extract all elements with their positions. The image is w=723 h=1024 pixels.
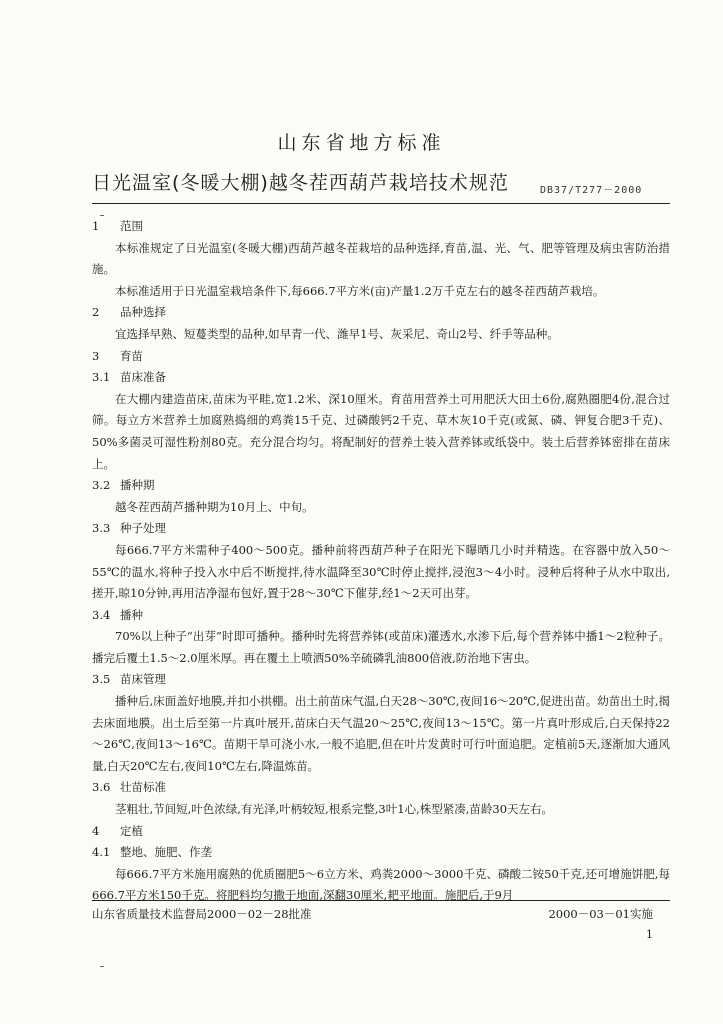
section-title: 整地、施肥、作垄 bbox=[120, 845, 212, 860]
section-title: 定植 bbox=[120, 823, 143, 838]
section-title: 范围 bbox=[120, 219, 143, 233]
section-number: 3 bbox=[92, 348, 100, 363]
section-title: 种子处理 bbox=[120, 521, 166, 536]
footer-rule bbox=[92, 900, 670, 901]
body-paragraph: 本标准规定了日光温室(冬暖大棚)西葫芦越冬茬栽培的品种选择,育苗,温、光、气、肥等管理及病虫害防治措施。 bbox=[92, 240, 670, 277]
standard-org-heading: 山东省地方标准 bbox=[277, 132, 446, 154]
body-paragraph: 在大棚内建造苗床,苗床为平畦,宽1.2米、深10厘米。育苗用营养土可用肥沃大田土6份,腐熟圈肥4份,混合过筛。每立方米营养土加腐熟捣细的鸡粪15千克、过磷酸钙2千克、草木灰10千克(或氮、磷、钾复合肥3千克)、50%多菌灵可湿性粉剂80克。充分混合均匀。将配制好的营养土装入营养钵或纸袋中。装土后营养钵密排在苗床上。 bbox=[92, 391, 670, 471]
header-rule bbox=[92, 203, 670, 204]
section-heading bbox=[92, 777, 670, 799]
section-title: 播种 bbox=[120, 607, 143, 622]
section-heading bbox=[92, 821, 670, 843]
document-title: 日光温室(冬暖大棚)越冬茬西葫芦栽培技术规范 bbox=[92, 172, 509, 194]
scan-mark bbox=[100, 215, 104, 216]
standard-code: DB37/T277－2000 bbox=[540, 185, 643, 196]
section-number: 1 bbox=[92, 219, 100, 233]
section-number: 3.2 bbox=[92, 478, 111, 493]
document-body bbox=[92, 216, 670, 907]
approval-line: 山东省质量技术监督局2000－02－28批准 bbox=[92, 907, 312, 921]
section-heading bbox=[92, 302, 670, 324]
body-paragraph: 本标准适用于日光温室栽培条件下,每666.7平方米(亩)产量1.2万千克左右的越冬茬西葫芦栽培。 bbox=[115, 283, 605, 298]
section-heading bbox=[92, 605, 670, 627]
section-number: 3.4 bbox=[92, 607, 111, 622]
section-heading bbox=[92, 669, 670, 691]
section-number: 4.1 bbox=[92, 845, 111, 860]
section-heading bbox=[92, 518, 670, 540]
section-number: 3.5 bbox=[92, 672, 111, 687]
section-heading bbox=[92, 346, 670, 368]
body-paragraph: 越冬茬西葫芦播种期为10月上、中旬。 bbox=[115, 499, 314, 514]
implementation-date: 2000－03－01实施 bbox=[548, 907, 653, 921]
section-title: 苗床管理 bbox=[120, 672, 166, 687]
section-heading bbox=[92, 367, 670, 389]
section-number: 2 bbox=[92, 305, 100, 320]
section-number: 3.6 bbox=[92, 780, 111, 795]
body-paragraph: 茎粗壮,节间短,叶色浓绿,有光泽,叶柄较短,根系完整,3叶1心,株型紧凑,苗龄30天左右。 bbox=[115, 802, 554, 817]
body-paragraph: 每666.7平方米需种子400～500克。播种前将西葫芦种子在阳光下曝晒几小时并精选。在容器中放入50～55℃的温水,将种子投入水中后不断搅拌,待水温降至30℃时停止搅拌,浸泡3～4小时。浸种后将种子从水中取出,搓开,晾10分钟,再用洁净湿布包好,置于28～30℃下催芽,经1～2天可出芽。 bbox=[92, 542, 670, 601]
section-title: 播种期 bbox=[120, 478, 155, 493]
scan-mark bbox=[100, 966, 104, 967]
body-paragraph: 宜选择早熟、短蔓类型的品种,如早青一代、潍早1号、灰采尼、奇山2号、纤手等品种。 bbox=[115, 326, 559, 341]
section-number: 3.1 bbox=[92, 370, 111, 385]
section-title: 苗床准备 bbox=[120, 370, 166, 385]
body-paragraph: 70%以上种子“出芽”时即可播种。播种时先将营养钵(或苗床)灌透水,水渗下后,每个营养钵中播1～2粒种子。播完后覆土1.5～2.0厘米厚。再在覆土上喷洒50%辛硫磷乳油800倍液,防治地下害虫。 bbox=[92, 629, 670, 665]
body-paragraph: 每666.7平方米施用腐熟的优质圈肥5～6立方米、鸡粪2000～3000千克、磷酸二铵50千克,还可增施饼肥,每666.7平方米150千克。将肥料均匀撒于地面,深翻30厘米,耙平地面。施肥后,于9月 bbox=[92, 866, 670, 903]
body-paragraph: 播种后,床面盖好地膜,并扣小拱棚。出土前苗床气温,白天28～30℃,夜间16～20℃,促进出苗。幼苗出土时,揭去床面地膜。出土后至第一片真叶展开,苗床白天气温20～25℃,夜间13～15℃。第一片真叶形成后,白天保持22～26℃,夜间13～16℃。苗期干旱可浇小水,一般不追肥,但在叶片发黄时可行叶面追肥。定植前5天,逐渐加大通风量,白天20℃左右,夜间10℃左右,降温炼苗。 bbox=[92, 694, 670, 773]
section-number: 4 bbox=[92, 823, 100, 838]
section-heading bbox=[92, 475, 670, 497]
section-title: 育苗 bbox=[120, 348, 143, 363]
section-heading bbox=[92, 216, 670, 238]
section-number: 3.3 bbox=[92, 521, 111, 536]
section-title: 品种选择 bbox=[120, 305, 166, 320]
section-heading bbox=[92, 842, 670, 864]
page-number: 1 bbox=[646, 928, 653, 941]
section-title: 壮苗标准 bbox=[120, 780, 166, 795]
